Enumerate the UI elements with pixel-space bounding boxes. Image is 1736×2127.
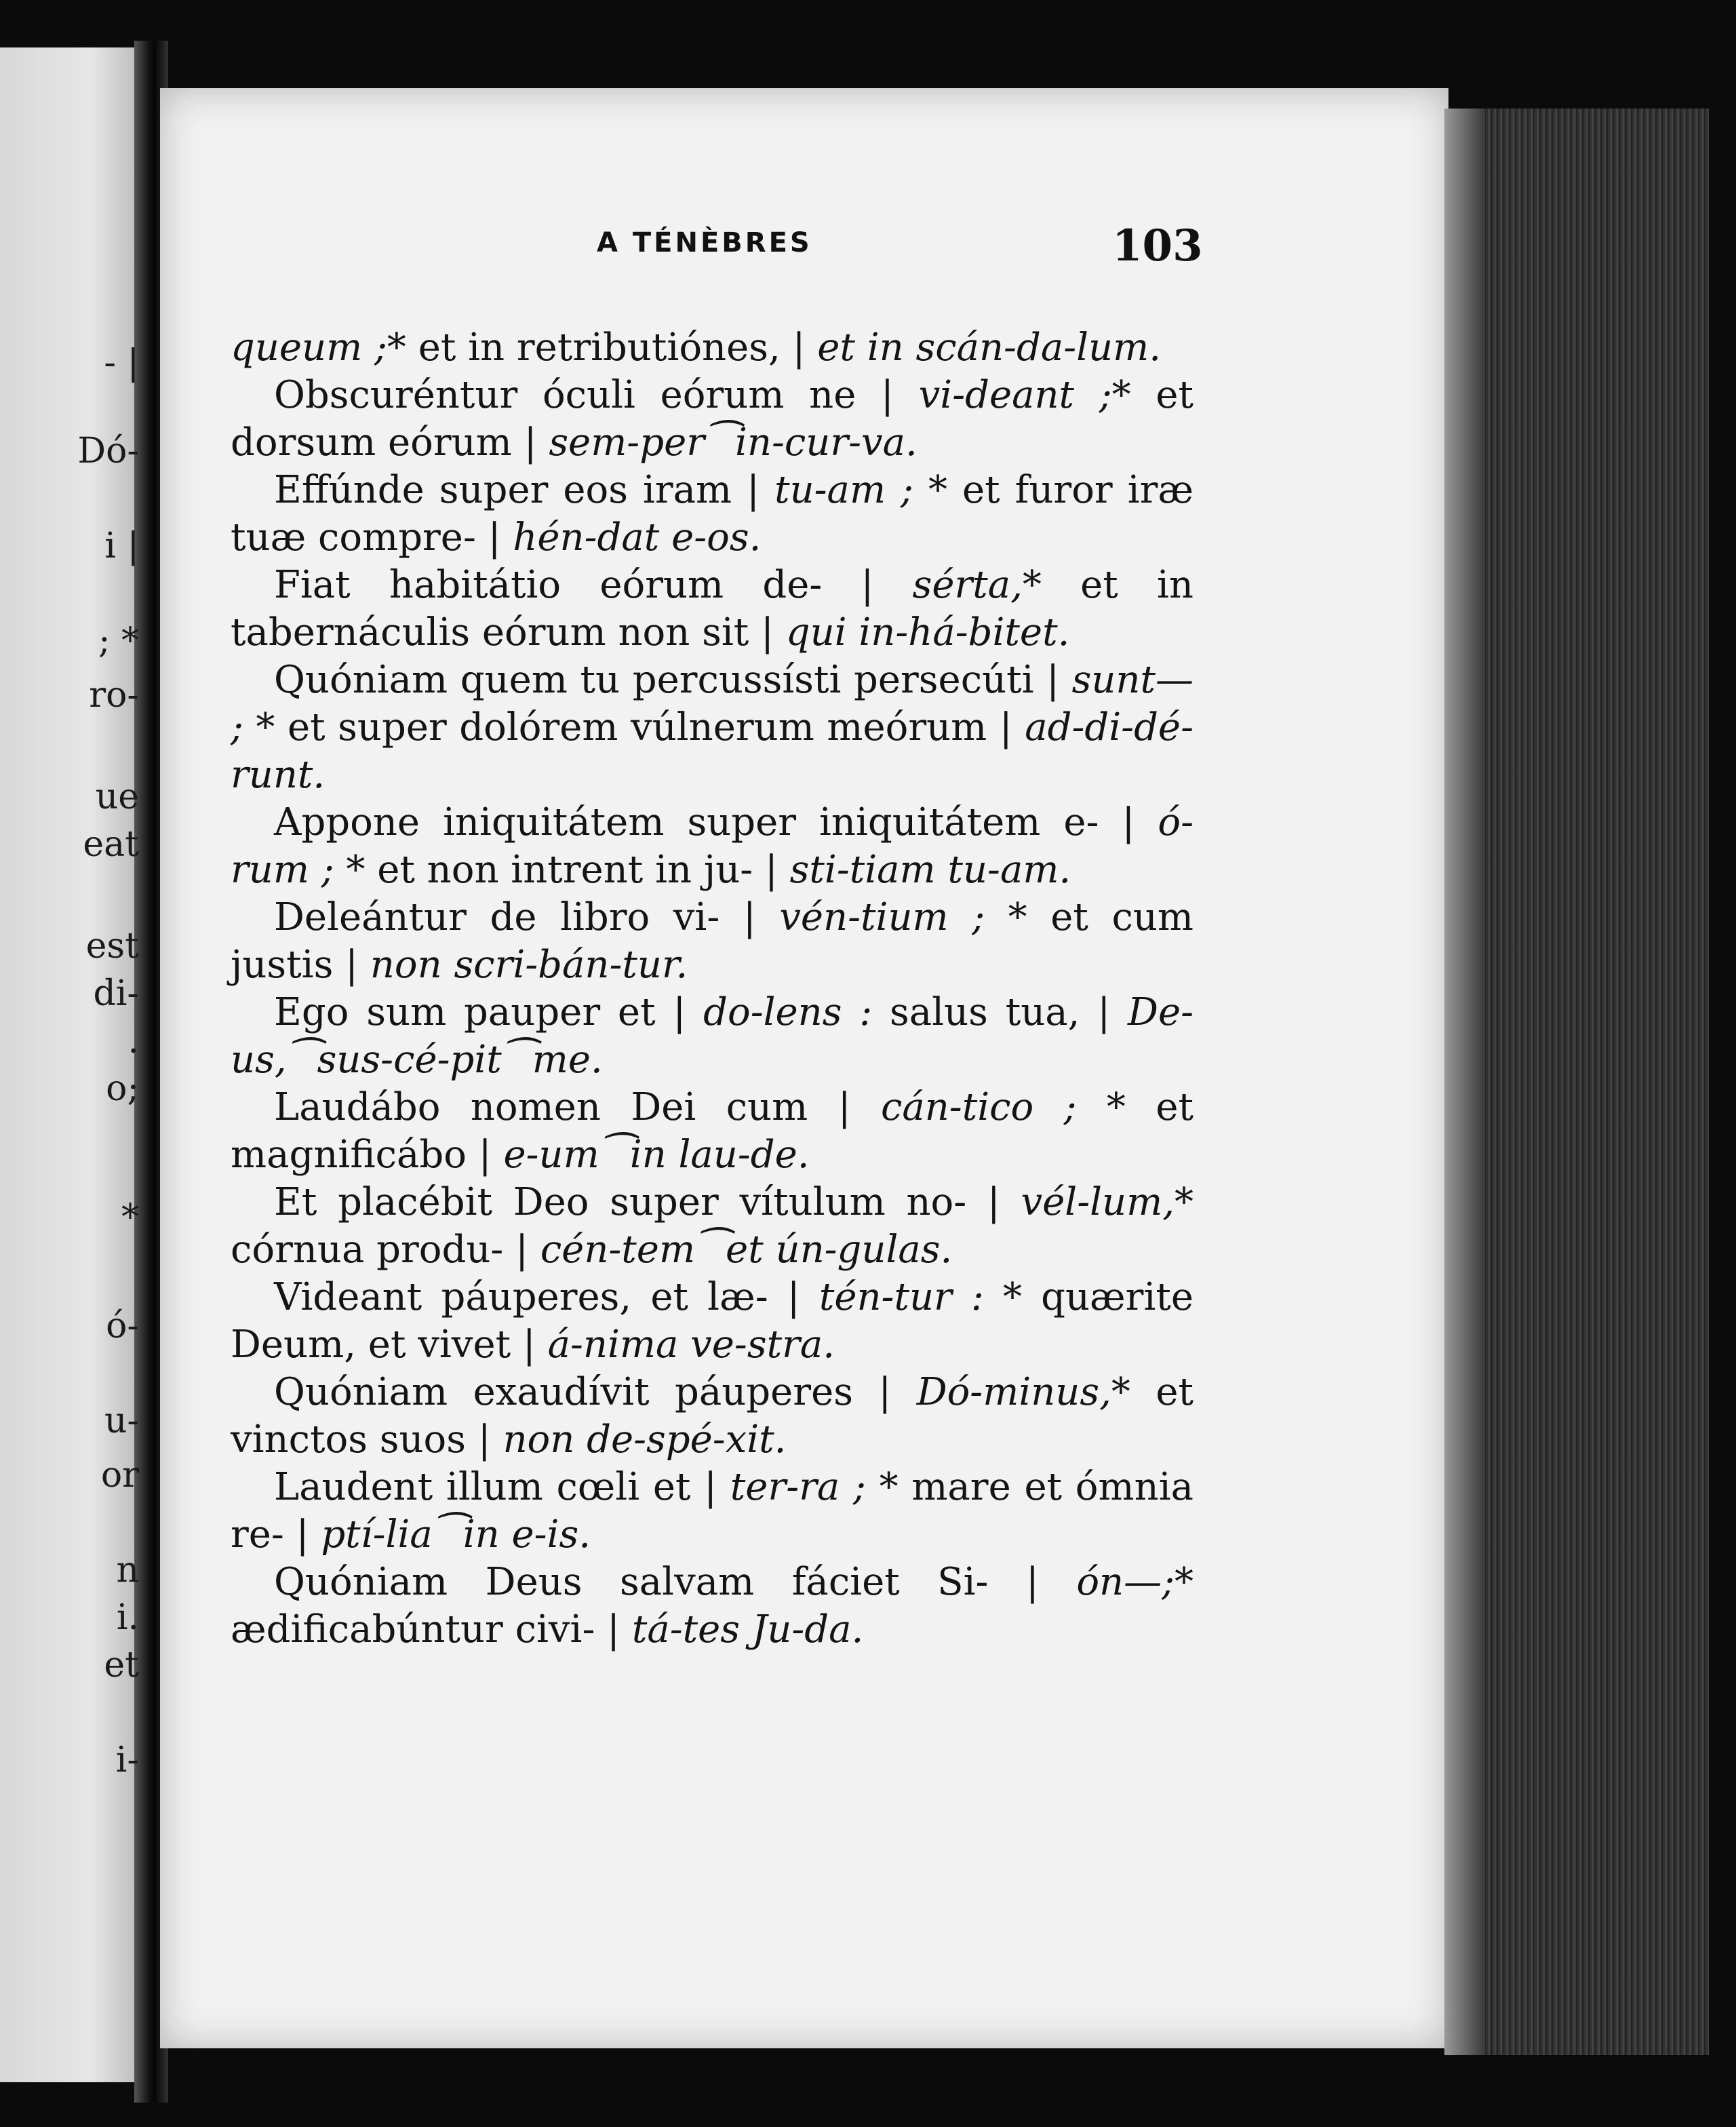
verse-italic: sti-tiam tu-am. bbox=[789, 848, 1071, 892]
verse bbox=[231, 467, 1194, 562]
verse-italic: ter-ra ; bbox=[730, 1465, 866, 1509]
verse-italic: Dó-minus, bbox=[916, 1370, 1111, 1414]
left-page-fragment: i. bbox=[116, 1597, 139, 1638]
verse bbox=[231, 657, 1194, 799]
verse bbox=[231, 1084, 1194, 1179]
verse-text: Obscuréntur óculi eórum ne | bbox=[274, 373, 919, 417]
verse-italic: cén-tem⁀et ún-gulas. bbox=[540, 1228, 953, 1272]
running-head: A TÉNÈBRES bbox=[597, 227, 812, 258]
verse-italic: ptí-lia⁀in e-is. bbox=[321, 1513, 591, 1557]
verse bbox=[231, 1179, 1194, 1274]
verse bbox=[231, 1559, 1194, 1654]
verse-text: Appone iniquitátem super iniquitátem e- | bbox=[274, 800, 1158, 844]
left-page-fragment: Dó- bbox=[77, 431, 139, 471]
verse-italic: á-nima ve-stra. bbox=[547, 1323, 835, 1367]
verse-italic: vi-deant ; bbox=[918, 373, 1112, 417]
verse bbox=[231, 324, 1194, 372]
verse bbox=[231, 372, 1194, 467]
page-number: 103 bbox=[1112, 220, 1203, 271]
left-page-fragment: o; bbox=[106, 1068, 139, 1109]
verse-text: Quóniam Deus salvam fáciet Si- | bbox=[274, 1560, 1077, 1604]
psalm-text bbox=[231, 324, 1194, 1654]
verse-italic: queum ; bbox=[231, 326, 387, 370]
verse bbox=[231, 1464, 1194, 1559]
verse-italic: cán-tico ; bbox=[880, 1085, 1077, 1129]
verse-text: Laudent illum cœli et | bbox=[274, 1465, 730, 1509]
verse-italic: vén-tium ; bbox=[779, 895, 985, 939]
verse-text: * córnua produ- | bbox=[231, 1180, 1194, 1272]
verse-italic: vél-lum, bbox=[1021, 1180, 1175, 1224]
verse-italic: tu-am ; bbox=[774, 468, 913, 512]
verse-text: * et dorsum eórum | bbox=[231, 373, 1194, 465]
verse bbox=[231, 894, 1194, 989]
verse-italic: non scri-bán-tur. bbox=[370, 943, 688, 987]
verse-italic: tén-tur : bbox=[818, 1275, 984, 1319]
verse bbox=[231, 989, 1194, 1084]
verse-text: * et super dolórem vúlnerum meórum | bbox=[243, 705, 1025, 749]
verse-text: * et non intrent in ju- | bbox=[334, 848, 790, 892]
verse-text: * et vinctos suos | bbox=[231, 1370, 1194, 1462]
verse-text: Ego sum pauper et | bbox=[274, 990, 704, 1034]
left-page-fragment: or bbox=[100, 1455, 139, 1496]
verse-text: Fiat habitátio eórum de- | bbox=[274, 563, 913, 607]
page-edges bbox=[1444, 109, 1709, 2055]
verse-text: Effúnde super eos iram | bbox=[274, 468, 775, 512]
verse-italic: hén-dat e-os. bbox=[513, 515, 762, 560]
verse-italic: ó-rum ; bbox=[231, 800, 1194, 892]
verse bbox=[231, 562, 1194, 657]
verse-text: * et cum justis | bbox=[231, 895, 1194, 987]
left-page-fragment: est bbox=[85, 926, 139, 967]
verse-text: Laudábo nomen Dei cum | bbox=[274, 1085, 881, 1129]
verse-italic: non de-spé-xit. bbox=[502, 1418, 787, 1462]
verse-text: * ædificabúntur civi- | bbox=[231, 1560, 1194, 1652]
verse-text: * mare et ómnia re- | bbox=[231, 1465, 1194, 1557]
left-page-fragment: et bbox=[104, 1645, 139, 1685]
verse bbox=[231, 1274, 1194, 1369]
verse-italic: ad-di-dé-runt. bbox=[231, 705, 1194, 797]
verse-text: Quóniam quem tu percussísti persecúti | bbox=[274, 658, 1072, 702]
verse-italic: do-lens : bbox=[703, 990, 873, 1034]
verse-text: Deleántur de libro vi- | bbox=[274, 895, 780, 939]
left-page-fragment: ro- bbox=[89, 675, 139, 716]
left-page-fragment: ó- bbox=[106, 1306, 139, 1346]
verse-text: * et in retributiónes, | bbox=[387, 326, 818, 370]
verse-text: salus tua, | bbox=[872, 990, 1128, 1034]
verse-text: * quærite Deum, et vivet | bbox=[231, 1275, 1194, 1367]
left-page-fragment: . bbox=[127, 1021, 139, 1061]
verse-text: * et magnificábo | bbox=[231, 1085, 1194, 1177]
verse-text: Quóniam exaudívit páuperes | bbox=[274, 1370, 917, 1414]
verse bbox=[231, 799, 1194, 894]
left-page-fragment: * bbox=[121, 1197, 139, 1238]
verse-text: * et in tabernáculis eórum non sit | bbox=[231, 563, 1194, 655]
verse-italic: sérta, bbox=[912, 563, 1023, 607]
left-page-fragment: di- bbox=[93, 973, 139, 1014]
left-page-fragment: i | bbox=[104, 526, 139, 566]
left-page-fragment: eat bbox=[83, 824, 139, 865]
verse-italic: ón—; bbox=[1076, 1560, 1175, 1604]
left-page-fragment: n bbox=[116, 1550, 139, 1591]
verse-text: Videant páuperes, et læ- | bbox=[274, 1275, 819, 1319]
verse-italic: sunt— ; bbox=[231, 658, 1194, 749]
verse-italic: De-us,⁀sus-cé-pit⁀me. bbox=[231, 990, 1194, 1082]
verse-italic: sem-per⁀in-cur-va. bbox=[549, 421, 918, 465]
verse-italic: qui in-há-bitet. bbox=[785, 610, 1070, 655]
left-page-fragment: ; * bbox=[98, 621, 139, 661]
left-page-fragment: ue bbox=[95, 777, 139, 817]
verse-text: * et furor iræ tuæ compre- | bbox=[231, 468, 1194, 560]
verse-italic: tá-tes Ju-da. bbox=[631, 1607, 864, 1652]
left-page-fragment: u- bbox=[104, 1401, 139, 1441]
left-page-fragment: - | bbox=[104, 343, 139, 383]
left-page-fragment: i- bbox=[115, 1740, 139, 1780]
verse bbox=[231, 1369, 1194, 1464]
verse-italic: e-um⁀in lau-de. bbox=[503, 1133, 810, 1177]
verse-text: Et placébit Deo super vítulum no- | bbox=[274, 1180, 1021, 1224]
verse-italic: et in scán-da-lum. bbox=[817, 326, 1161, 370]
